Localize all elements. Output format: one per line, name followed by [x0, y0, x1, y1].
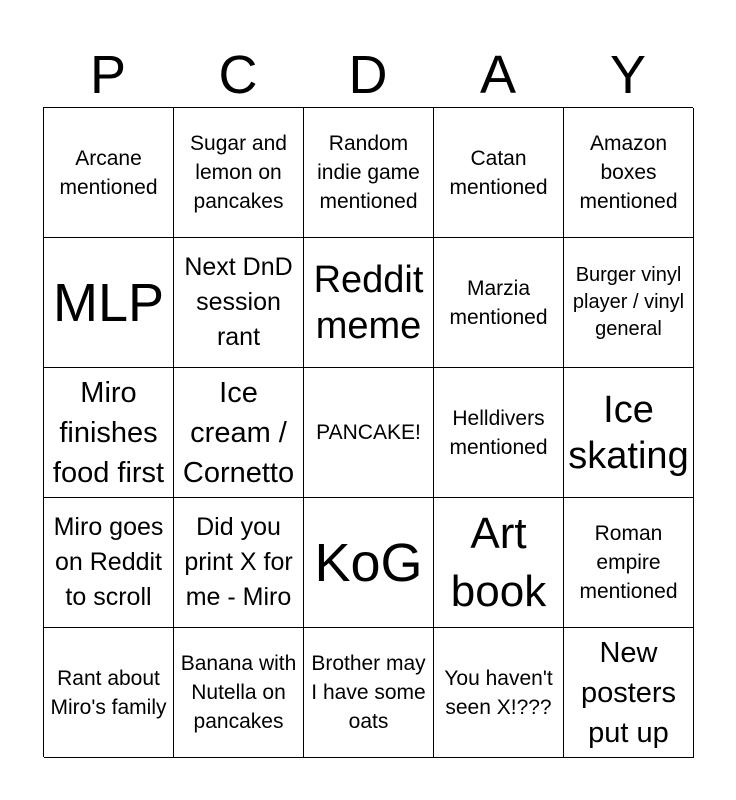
cell-text: MLP [52, 272, 165, 333]
bingo-cell[interactable] [304, 368, 434, 498]
cell-text: PANCAKE! [316, 421, 421, 444]
bingo-cell[interactable] [304, 108, 434, 238]
cell-text: Random indie game mentioned [317, 132, 420, 213]
bingo-cell[interactable] [564, 238, 694, 368]
cell-text: Ice cream / Cornetto [182, 376, 295, 489]
cell-text: Helldivers mentioned [449, 406, 548, 459]
cell-text: KoG [314, 532, 423, 593]
bingo-cell[interactable] [44, 238, 174, 368]
bingo-header [43, 42, 693, 108]
bingo-cell[interactable] [434, 498, 564, 628]
bingo-cell[interactable] [304, 628, 434, 758]
bingo-cell[interactable] [44, 108, 174, 238]
cell-text: Art book [450, 508, 547, 616]
cell-text: Sugar and lemon on pancakes [190, 132, 287, 213]
cell-text: Roman empire mentioned [579, 522, 678, 603]
bingo-cell[interactable] [44, 628, 174, 758]
cell-text: Did you print X for me - Miro [184, 513, 293, 611]
bingo-cell[interactable] [44, 368, 174, 498]
bingo-cell[interactable] [434, 238, 564, 368]
cell-text: Catan mentioned [449, 146, 548, 199]
bingo-board [43, 107, 693, 757]
cell-text: Amazon boxes mentioned [579, 132, 678, 213]
bingo-cell[interactable] [564, 628, 694, 758]
bingo-cell[interactable] [304, 498, 434, 628]
cell-text: Brother may I have some oats [311, 652, 426, 733]
header-letter-d: D [348, 45, 388, 105]
bingo-cell[interactable] [304, 238, 434, 368]
header-letter-p: P [89, 45, 127, 105]
bingo-cell[interactable] [174, 628, 304, 758]
cell-text: Miro goes on Reddit to scroll [53, 513, 164, 611]
header-letter-a: A [479, 45, 517, 105]
bingo-cell[interactable] [44, 498, 174, 628]
cell-text: Ice skating [568, 388, 689, 477]
bingo-cell[interactable] [434, 108, 564, 238]
cell-text: Miro finishes food first [52, 376, 165, 489]
cell-text: New posters put up [580, 636, 677, 749]
bingo-cell[interactable] [174, 108, 304, 238]
cell-text: Burger vinyl player / vinyl general [572, 264, 685, 340]
header-letter-y: Y [609, 45, 647, 105]
bingo-cell[interactable] [174, 498, 304, 628]
cell-text: Banana with Nutella on pancakes [180, 652, 297, 733]
bingo-cell[interactable] [434, 628, 564, 758]
bingo-cell[interactable] [174, 238, 304, 368]
bingo-cell[interactable] [564, 108, 694, 238]
bingo-cell[interactable] [434, 368, 564, 498]
header-letter-c: C [218, 45, 258, 105]
bingo-cell[interactable] [564, 368, 694, 498]
bingo-cell[interactable] [174, 368, 304, 498]
cell-text: Reddit meme [313, 258, 424, 347]
cell-text: You haven't seen X!??? [444, 666, 553, 719]
bingo-cell[interactable] [564, 498, 694, 628]
cell-text: Marzia mentioned [449, 276, 548, 329]
cell-text: Next DnD session rant [184, 253, 293, 351]
cell-text: Arcane mentioned [59, 146, 158, 199]
cell-text: Rant about Miro's family [50, 666, 167, 719]
